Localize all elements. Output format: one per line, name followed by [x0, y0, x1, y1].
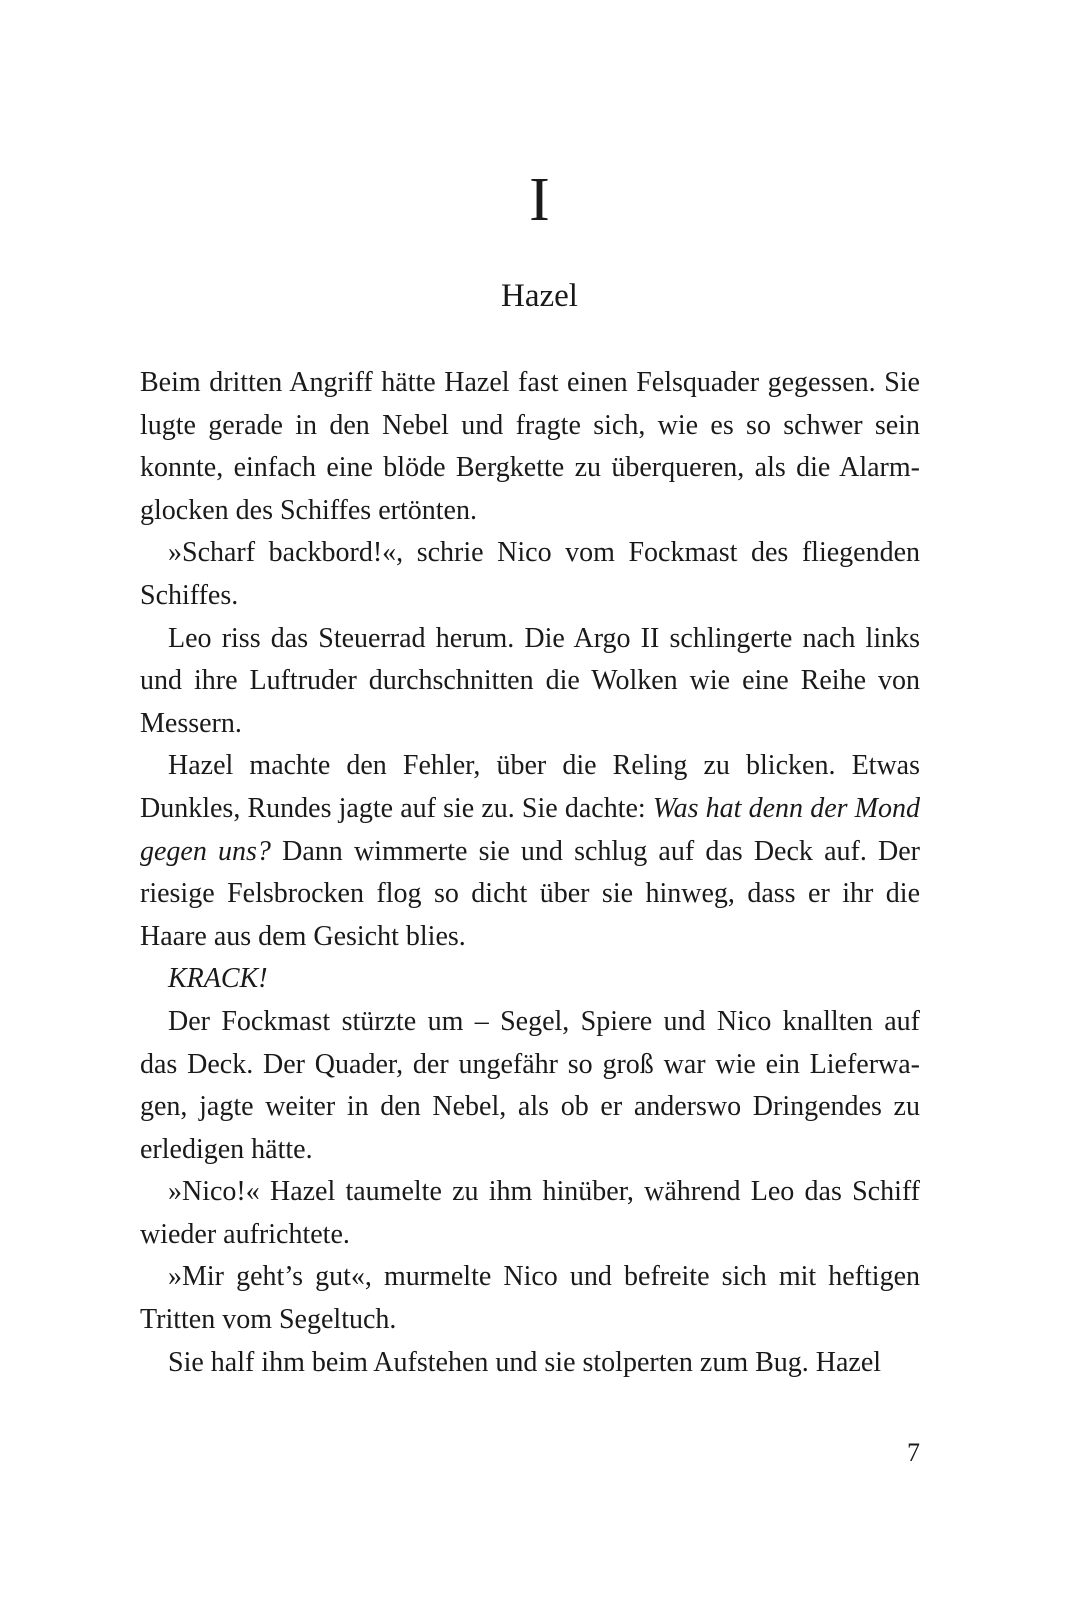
sound-effect: KRACK!: [168, 963, 268, 995]
paragraph: [140, 745, 920, 958]
chapter-body: [140, 362, 920, 1384]
italic-thought: Was hat denn der Mond gegen uns?: [140, 792, 920, 867]
paragraph: »Mir geht’s gut«, murmelte Nico und befreite sich mit heftigen Tritten vom Segeltuch.: [140, 1261, 920, 1336]
chapter-number: I: [529, 166, 550, 234]
paragraph: Beim dritten Angriff hätte Hazel fast einen Felsquader gegessen. Sie lugte gerade in den Nebel und fragte sich, wie es so schwer sein konnte, einfach eine blöde Bergkette zu überqueren, als die Alarmglocken des Schiffes ertönten.: [140, 367, 920, 526]
paragraph-text: Hazel machte den Fehler, über die Reling zu blicken. Etwas Dunkles, Rundes jagte auf sie zu. Sie dachte:: [140, 750, 920, 824]
chapter-title: Hazel: [501, 278, 578, 314]
paragraph: Leo riss das Steuerrad herum. Die Argo II schlingerte nach links und ihre Luftruder durchschnitten die Wolken wie eine Reihe von Messern.: [140, 622, 920, 739]
paragraph: Der Fockmast stürzte um – Segel, Spiere und Nico knallten auf das Deck. Der Quader, der ungefähr so groß war wie ein Lieferwagen, jagte weiter in den Nebel, als ob er anderswo Dringendes zu erledigen hätte.: [140, 1005, 920, 1165]
paragraph: Sie half ihm beim Aufstehen und sie stolperten zum Bug. Hazel: [168, 1346, 882, 1378]
paragraph: »Scharf backbord!«, schrie Nico vom Fockmast des fliegenden Schiffes.: [140, 537, 920, 611]
paragraph: »Nico!« Hazel taumelte zu ihm hinüber, während Leo das Schiff wieder aufrichtete.: [140, 1176, 920, 1250]
paragraph-text: Dann wimmerte sie und schlug auf das Deck auf. Der riesige Felsbrocken flog so dicht über sie hinweg, dass er ihr die Haare aus dem Gesicht blies.: [140, 835, 920, 952]
paragraph: [140, 958, 920, 1001]
page-number: 7: [907, 1438, 920, 1467]
